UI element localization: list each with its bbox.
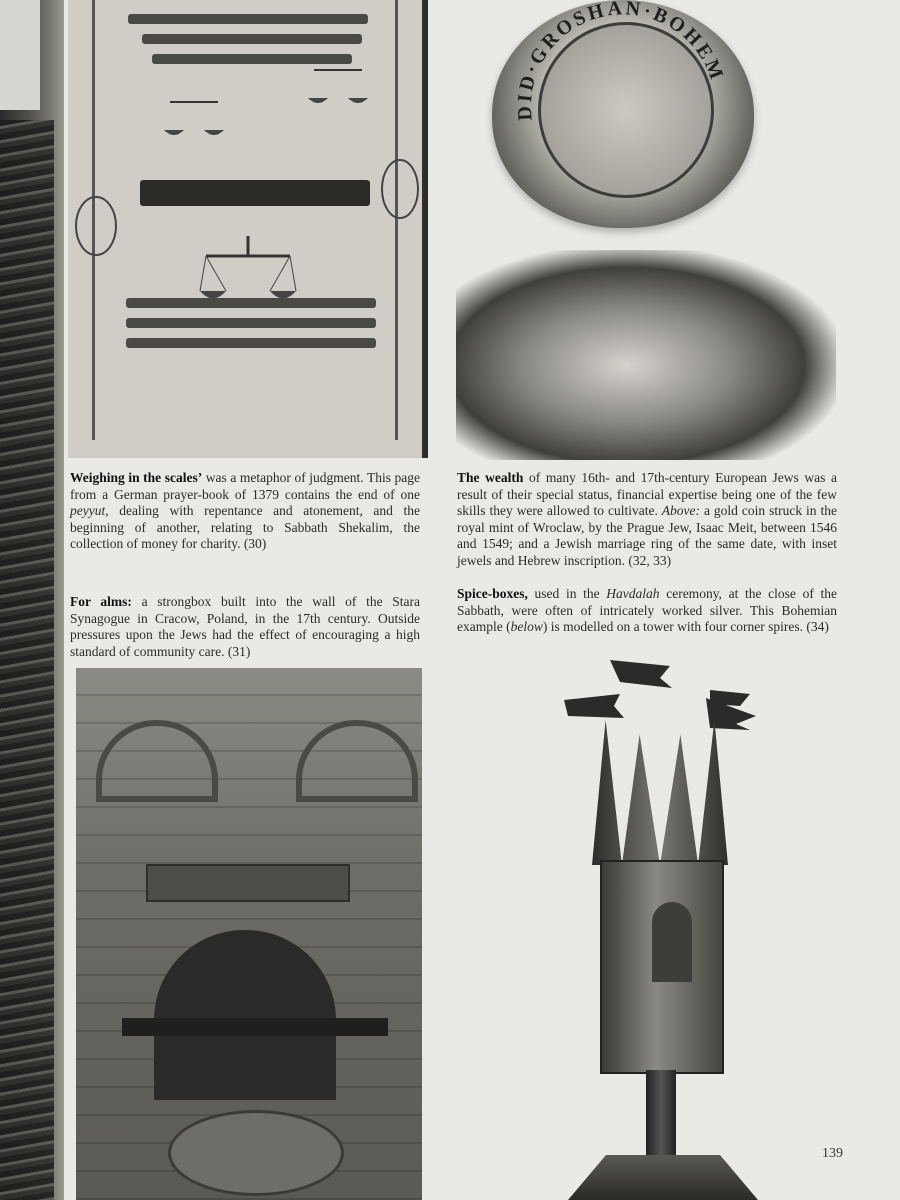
- page-number: 139: [822, 1146, 843, 1161]
- strongbox-arch-right: [296, 720, 418, 802]
- caption-alms: [70, 594, 420, 660]
- caption-lead: Weighing in the scales’: [70, 470, 203, 485]
- hebrew-text-line: [126, 338, 376, 348]
- caption-body: ) is modelled on a tower with four corner spires. (34): [542, 619, 829, 634]
- caption-body: was a metaphor of judgment. This page from a German prayer-book of 1379 contains the end of one: [70, 470, 421, 502]
- scales-illustration: [198, 236, 298, 306]
- spice-box-flags: [560, 660, 766, 730]
- hebrew-text-line: [142, 34, 362, 44]
- caption-lead: The wealth: [457, 470, 524, 485]
- caption-body: of many 16th- and 17th-century European Jews was a result of their special status, financial expertise being one of the few skills they were allowed to cultivate.: [457, 470, 837, 518]
- coin-legend: [492, 0, 754, 228]
- caption-wealth: [457, 470, 837, 569]
- spice-box-tower: [600, 860, 724, 1074]
- strongbox-inscription-panel: [146, 864, 350, 902]
- spice-box-window: [652, 902, 692, 982]
- scales-illustration: [308, 60, 368, 110]
- marriage-ring-image: [456, 250, 836, 460]
- caption-italic: Havdalah: [606, 586, 660, 601]
- caption-body: a gold coin struck in the royal mint of Wroclaw, by the Prague Jew, Isaac Meit, between 1546 and 1549; and a Jewish marriage ring of the same date, with inset jewels and Hebrew inscription. (32, 33): [457, 503, 837, 568]
- left-page-fragment: [0, 0, 40, 110]
- spice-box-base: [568, 1155, 758, 1200]
- gold-coin-image: [492, 0, 754, 228]
- caption-italic: peyyut: [70, 503, 106, 518]
- strongbox-iron-bar: [122, 1018, 388, 1036]
- strongbox-arch-left: [96, 720, 218, 802]
- caption-lead: Spice-boxes,: [457, 586, 528, 601]
- hare-medallion: [380, 158, 420, 220]
- strongbox-image: [76, 668, 422, 1200]
- caption-body: ceremony, at the close of the Sabbath, were often of intricately worked silver. This Bohemian example (: [457, 586, 837, 634]
- spice-box-image: [560, 660, 766, 1200]
- strongbox-hebrew-cartouche: [168, 1110, 344, 1196]
- scales-illustration: [164, 92, 224, 142]
- caption-body: a strongbox built into the wall of the Stara Synagogue in Cracow, Poland, in the 17th century. Outside pressures upon the Jews had the effect of encouraging a high standard of community care. (31): [70, 594, 420, 659]
- caption-body: , dealing with repentance and atonement, and the beginning of another, relating to Sabbath Shekalim, the collection of money for charity. (30): [70, 503, 420, 551]
- hebrew-heading: [140, 180, 370, 206]
- caption-italic: Above:: [661, 503, 701, 518]
- strongbox-door: [154, 930, 336, 1100]
- caption-spice: [457, 586, 837, 636]
- spice-box-stem: [646, 1070, 676, 1160]
- spice-box-spires: [592, 720, 728, 865]
- caption-lead: For alms:: [70, 594, 132, 609]
- hebrew-text-line: [126, 318, 376, 328]
- manuscript-image: [68, 0, 428, 458]
- caption-body: used in the: [527, 586, 607, 601]
- caption-italic: below: [510, 619, 543, 634]
- svg-text:DID·GROSHAN·BOHEM: DID·GROSHAN·BOHEM: [513, 0, 729, 122]
- caption-scales: [70, 470, 420, 553]
- left-page-photo: [0, 120, 54, 1200]
- hebrew-text-line: [128, 14, 368, 24]
- hare-medallion: [74, 195, 118, 257]
